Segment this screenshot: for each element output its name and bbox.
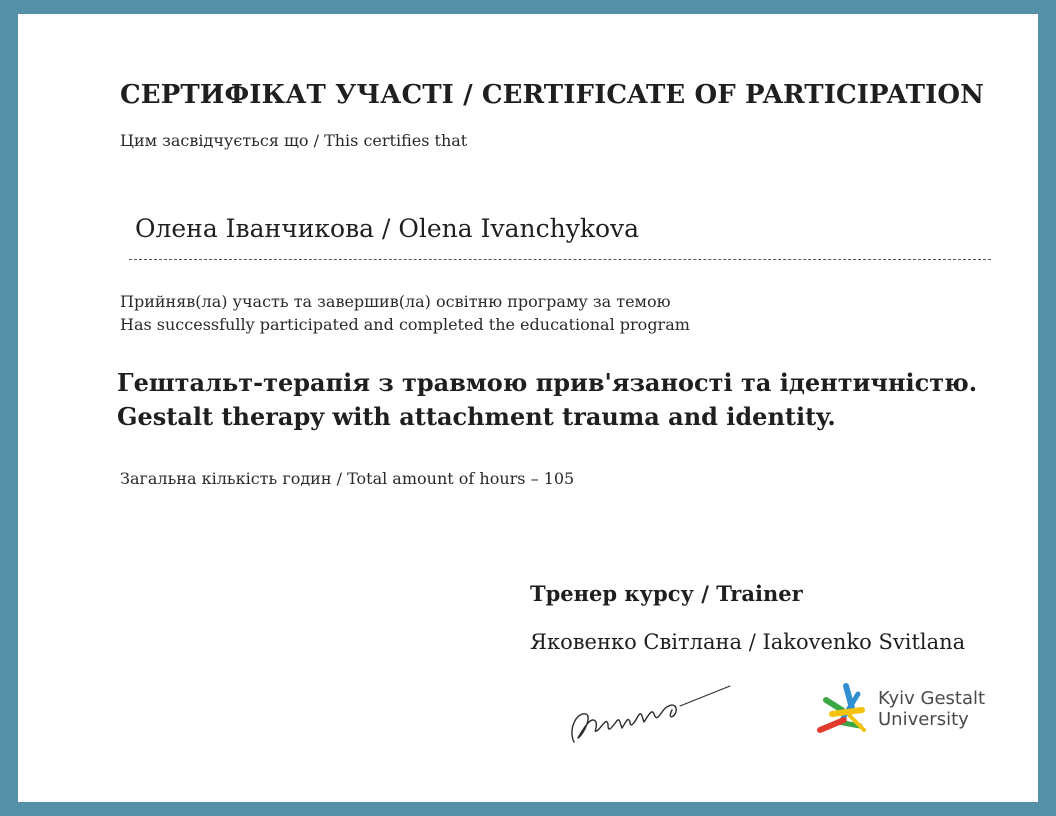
completion-statement-uk: Прийняв(ла) участь та завершив(ла) освітню програму за темою xyxy=(120,292,671,311)
kyiv-gestalt-university-logo xyxy=(812,680,992,740)
completion-statement-en: Has successfully participated and completed the educational program xyxy=(120,315,690,334)
program-title xyxy=(117,366,977,434)
logo-wordmark xyxy=(878,688,985,730)
logo-line-1: Kyiv Gestalt xyxy=(878,688,986,709)
total-hours: Загальна кількість годин / Total amount of hours – 105 xyxy=(120,469,575,488)
trainer-name: Яковенко Світлана / Iakovenko Svitlana xyxy=(530,630,966,654)
name-underline xyxy=(129,259,991,260)
certifies-line: Цим засвідчується що / This certifies that xyxy=(120,131,468,150)
trainer-signature xyxy=(562,672,732,752)
recipient-name: Олена Іванчикова / Olena Ivanchykova xyxy=(135,214,640,243)
program-title-uk: Гештальт-терапія з травмою прив'язаності та ідентичністю. xyxy=(117,368,978,397)
university-logo-icon xyxy=(812,680,870,738)
completion-statement xyxy=(120,290,690,336)
logo-line-2: University xyxy=(878,709,969,730)
trainer-label: Тренер курсу / Trainer xyxy=(530,581,803,606)
certificate-sheet xyxy=(18,14,1038,802)
certificate-title: СЕРТИФІКАТ УЧАСТІ / CERTIFICATE OF PARTICIPATION xyxy=(120,80,984,110)
program-title-en: Gestalt therapy with attachment trauma and identity. xyxy=(117,402,836,431)
